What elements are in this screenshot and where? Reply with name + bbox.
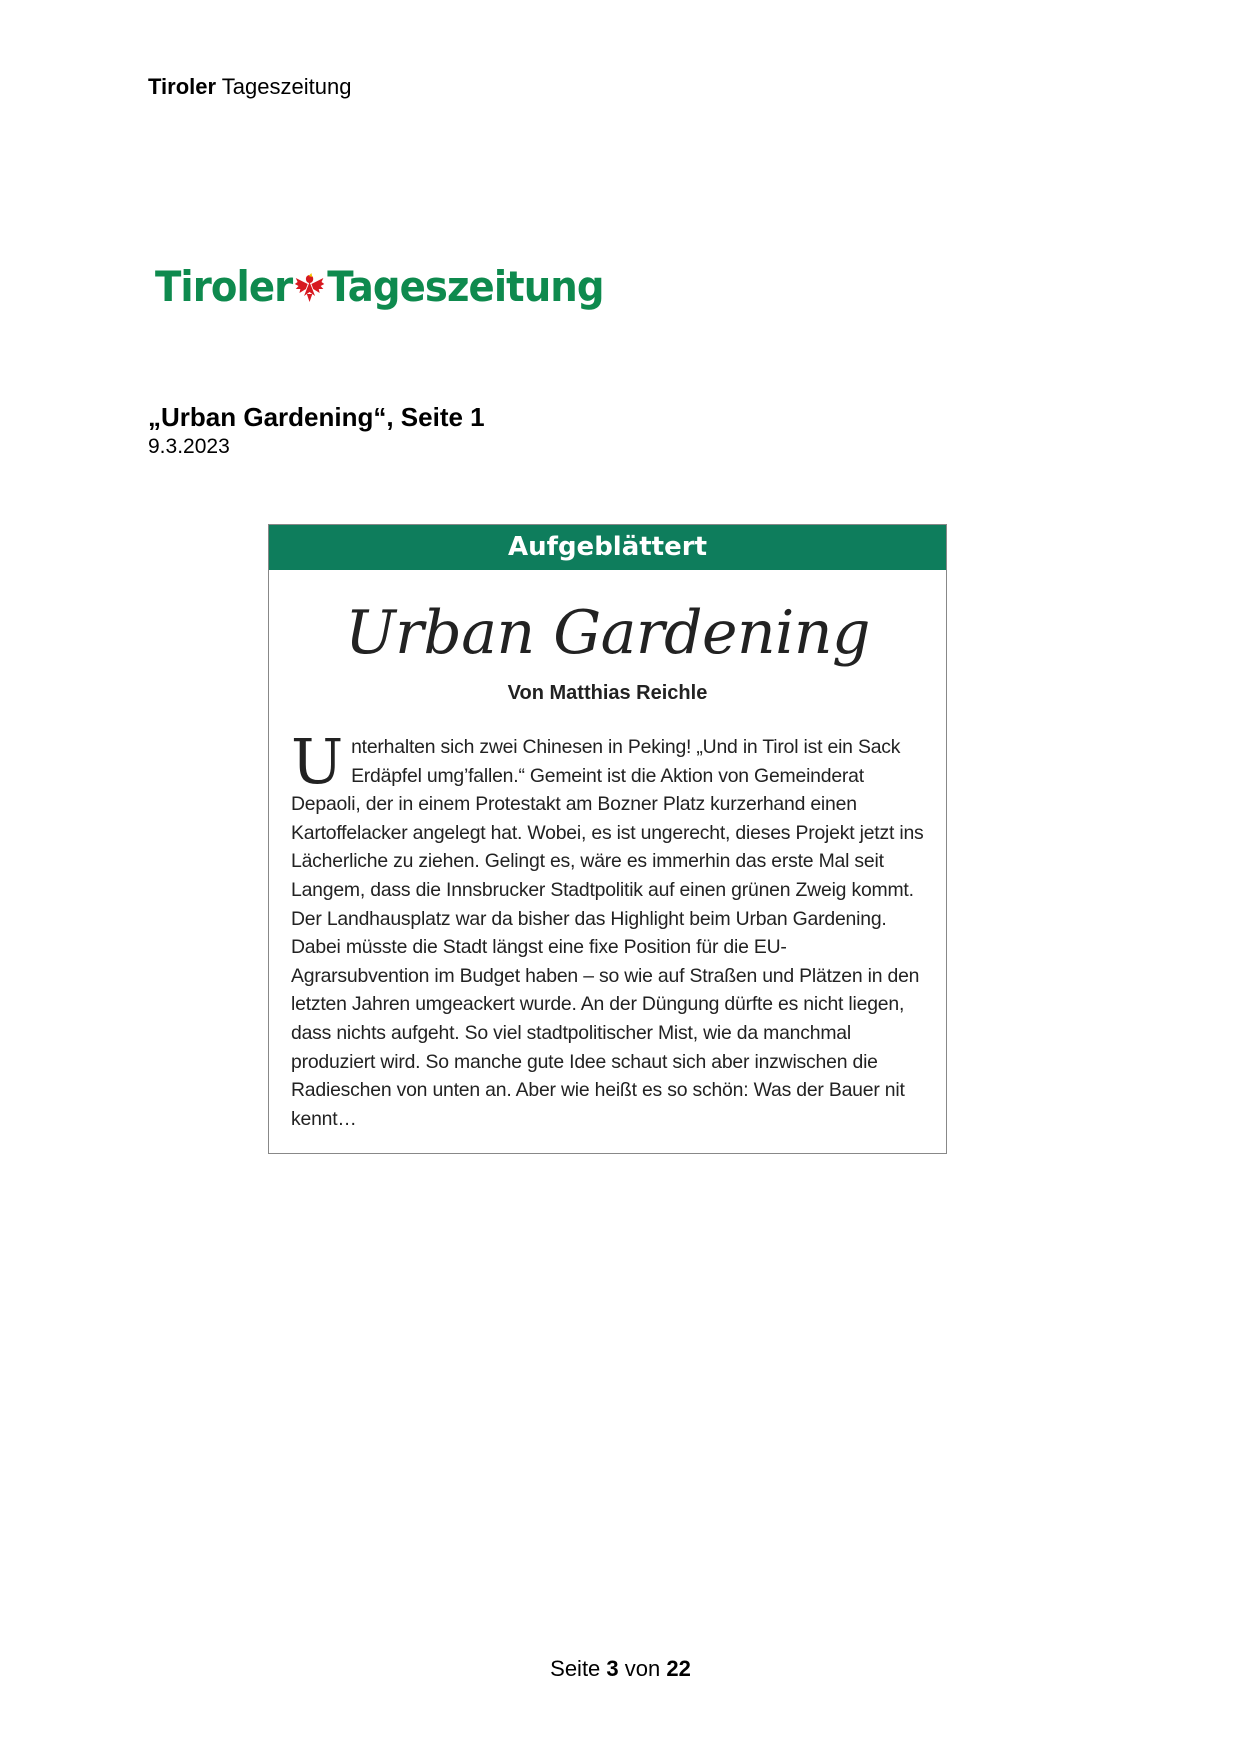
article-headline: Urban Gardening	[345, 598, 870, 668]
drop-cap: U	[291, 725, 344, 798]
footer-page-total: 22	[666, 1656, 691, 1681]
newspaper-logo	[155, 262, 604, 311]
logo-part-2: Tageszeitung	[327, 262, 604, 311]
footer-middle: von	[618, 1656, 667, 1681]
article-byline: Von Matthias Reichle	[507, 682, 708, 704]
logo-part-1: Tiroler	[155, 262, 293, 311]
clip-date: 9.3.2023	[148, 435, 230, 458]
page-footer	[0, 1656, 1241, 1682]
section-banner: Aufgeblättert	[269, 525, 946, 570]
article-text: nterhalten sich zwei Chinesen in Peking! „Und in Tirol ist ein Sack Erdäpfel umg’fallen.“ Gemeint ist die Aktion von Gemeinderat Depaoli, der in einem Protestakt am Bozner Platz kurzerhand einen Kartoffelacker angelegt hat. Wobei, es ist ungerecht, dieses Projekt jetzt ins Lächerliche zu ziehen. Gelingt es, wäre es immerhin das erste Mal seit Langem, dass die Innsbrucker Stadtpolitik auf einen grünen Zweig kommt. Der Landhausplatz war da bisher das Highlight beim Urban Gardening. Dabei müsste die Stadt längst eine fixe Position für die EU-Agrarsubvention im Budget haben – so wie auf Straßen und Plätzen in den letzten Jahren umgeackert wurde. An der Düngung dürfte es nicht liegen, dass nichts aufgeht. So viel stadtpolitischer Mist, wie da manchmal produziert wird. So manche gute Idee schaut sich aber inzwischen die Radieschen von unten an. Aber wie heißt es so schön: Was der Bauer nit kennt…	[291, 736, 924, 1130]
header-brand-rest: Tageszeitung	[216, 74, 352, 99]
footer-prefix: Seite	[550, 1656, 607, 1681]
tyrolean-eagle-icon	[294, 270, 325, 304]
header-brand-bold: Tiroler	[148, 74, 217, 99]
footer-page-number: 3	[606, 1656, 619, 1681]
clip-title: „Urban Gardening“, Seite 1	[148, 402, 485, 432]
page-header	[148, 74, 351, 100]
article-clipping	[268, 524, 947, 1154]
article-body	[291, 725, 924, 1133]
